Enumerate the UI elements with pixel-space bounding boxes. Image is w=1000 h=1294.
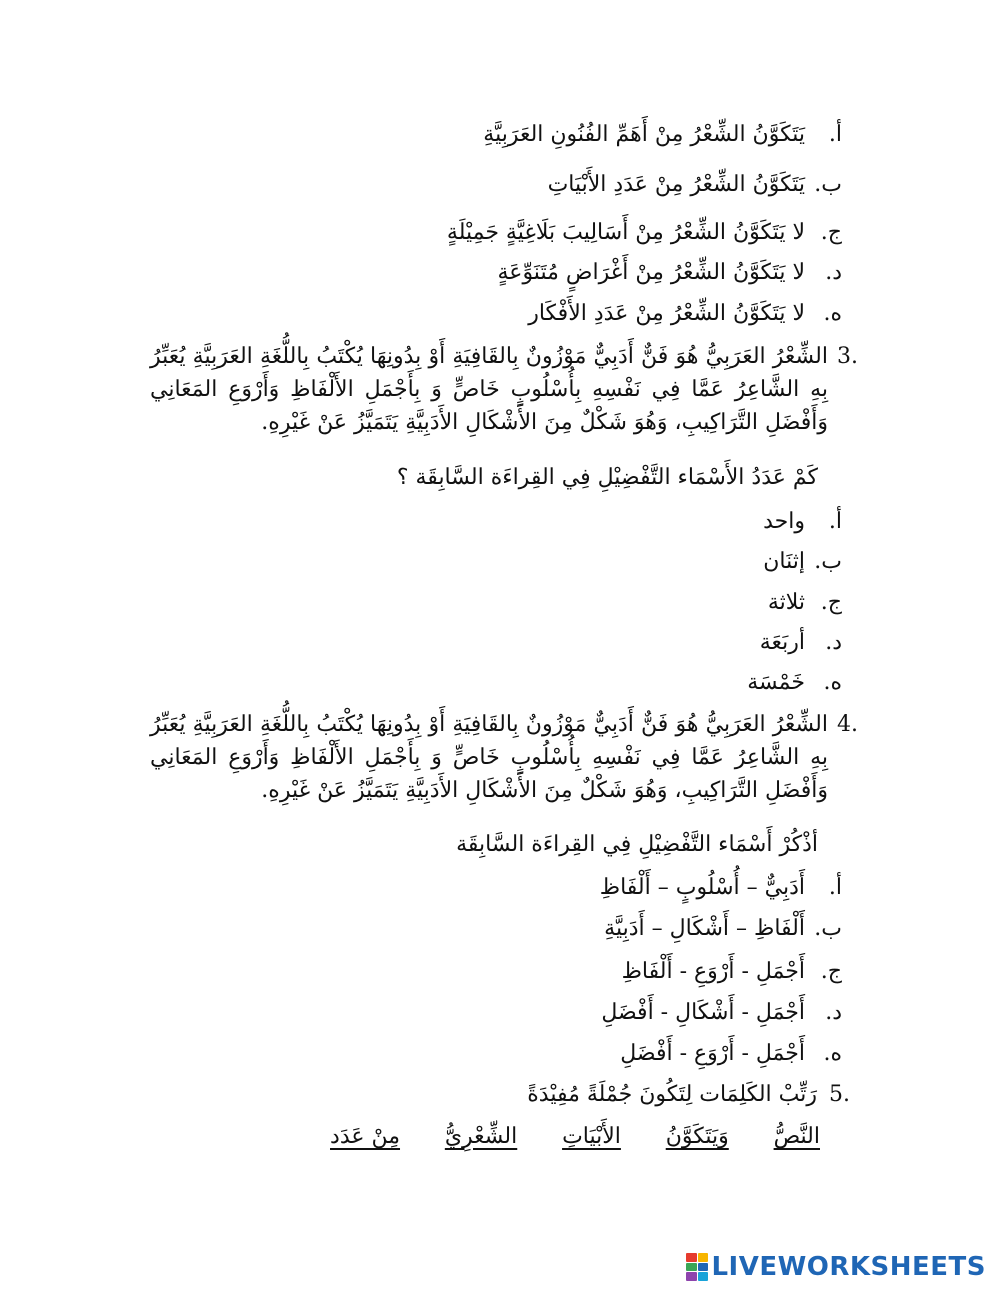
q3-option-c[interactable] <box>768 588 842 618</box>
q4-option-a[interactable] <box>600 873 842 903</box>
passage-text: الشِّعْرُ العَرَبِيُّ هُوَ فَنٌّ أَدَبِيٌّ مَوْزُونٌ بِالقَافِيَةِ أَوْ بِدُونِهَا يُكْتَبُ بِاللُّغَةِ العَرَبِيَّةِ يُعَبِّرُ بِهِ الشَّاعِرُ عَمَّا فِي نَفْسِهِ بِأُسْلُوبٍ خَاصٍّ وَ بِأَجْمَلِ الأَلْفَاظِ وَأَرْوَعِ المَعَانِي وَأَفْضَلِ التَّرَاكِيبِ، وَهُوَ شَكْلٌ مِنَ الأَشْكَالِ الأَدَبِيَّةِ يَتَمَيَّزُ عَنْ غَيْرِهِ. <box>150 712 828 803</box>
q3-option-b[interactable] <box>763 547 842 577</box>
question-4-prompt: أذْكُرْ أَسْمَاء التَّفْضِيْلِ فِي القِراءَة السَّابِقَة <box>456 832 818 857</box>
option-letter: أ. <box>828 875 842 900</box>
logo-block <box>698 1263 709 1272</box>
q4-option-c[interactable] <box>622 957 842 987</box>
option-letter: ب. <box>814 549 842 574</box>
option-letter: ه. <box>823 1041 842 1066</box>
option-text: أربَعَة <box>759 630 805 655</box>
q3-option-d[interactable] <box>760 628 842 658</box>
option-text: لا يَتَكَوَّنُ الشِّعْرُ مِنْ أَسَالِيبَ بَلَاغِيَّةٍ جَمِيْلَةٍ <box>446 220 805 245</box>
question-3-prompt: كَمْ عَدَدُ الأَسْمَاء التَّفْضِيْلِ فِي القِراءَة السَّابِقَة ؟ <box>396 465 818 490</box>
logo-block <box>686 1263 697 1272</box>
option-text: خَمْسَة <box>747 670 805 695</box>
word-item[interactable]: مِنْ عَدَد <box>330 1124 401 1149</box>
option-letter: د. <box>825 1000 842 1025</box>
option-text: إثنَان <box>763 549 805 574</box>
logo-block <box>698 1253 709 1262</box>
q4-option-e[interactable] <box>620 1039 842 1069</box>
word-item[interactable]: الأَبْيَاتِ <box>562 1124 621 1149</box>
q3-option-a[interactable] <box>763 507 842 537</box>
q4-option-d[interactable] <box>601 998 842 1028</box>
option-c-top <box>447 218 842 248</box>
option-text: أَجْمَلِ - أَرْوَعِ - أَلْفَاظِ <box>621 959 805 984</box>
option-text: واحد <box>763 509 805 534</box>
option-letter: ج. <box>820 220 842 245</box>
question-4-passage <box>150 708 858 807</box>
option-letter: ه. <box>823 670 842 695</box>
brand-name: LIVEWORKSHEETS <box>711 1252 986 1282</box>
logo-block <box>686 1272 697 1281</box>
option-text: أَدَبِيٌّ – أُسْلُوبٍ – أَلْفَاظِ <box>599 875 805 900</box>
question-5 <box>527 1080 850 1110</box>
option-text: أَجْمَلِ - أَرْوَعِ - أَفْضَلِ <box>620 1041 805 1066</box>
option-text: لا يَتَكَوَّنُ الشِّعْرُ مِنْ أَغْرَاضٍ مُتَنَوِّعَةٍ <box>497 260 805 285</box>
word-item[interactable]: وَيَتَكَوَّنُ <box>665 1124 729 1149</box>
liveworksheets-logo <box>686 1252 986 1282</box>
option-letter: أ. <box>828 509 842 534</box>
option-letter: د. <box>825 260 842 285</box>
option-text: يَتَكَوَّنُ الشِّعْرُ مِنْ عَدَدِ الأَبْيَاتِ <box>547 172 805 197</box>
option-letter: ج. <box>820 590 842 615</box>
option-b-top <box>548 170 842 200</box>
option-letter: ج. <box>820 959 842 984</box>
logo-blocks-icon <box>686 1253 708 1281</box>
option-text: أَجْمَلِ - أَشْكَالِ - أَفْضَلِ <box>601 1000 805 1025</box>
option-text: ثلاثة <box>767 590 805 615</box>
passage-text: الشِّعْرُ العَرَبِيُّ هُوَ فَنٌّ أَدَبِيٌّ مَوْزُونٌ بِالقَافِيَةِ أَوْ بِدُونِهَا يُكْتَبُ بِاللُّغَةِ العَرَبِيَّةِ يُعَبِّرُ بِهِ الشَّاعِرُ عَمَّا فِي نَفْسِهِ بِأُسْلُوبٍ خَاصٍّ وَ بِأَجْمَلِ الأَلْفَاظِ وَأَرْوَعِ المَعَانِي وَأَفْضَلِ التَّرَاكِيبِ، وَهُوَ شَكْلٌ مِنَ الأَشْكَالِ الأَدَبِيَّةِ يَتَمَيَّزُ عَنْ غَيْرِهِ. <box>150 344 828 435</box>
q3-option-e[interactable] <box>747 668 842 698</box>
option-letter: أ. <box>828 122 842 147</box>
question-3-passage <box>150 340 858 439</box>
q4-option-b[interactable] <box>604 914 842 944</box>
word-item[interactable]: الشِّعْرِيُّ <box>444 1124 518 1149</box>
word-bank <box>330 1122 820 1152</box>
logo-block <box>686 1253 697 1262</box>
option-letter: ب. <box>814 172 842 197</box>
option-letter: د. <box>825 630 842 655</box>
question-number: 4. <box>837 712 858 737</box>
option-d-top <box>498 258 842 288</box>
option-text: أَلْفَاظِ – أَشْكَالِ – أَدَبِيَّةِ <box>604 916 805 941</box>
question-number: 5. <box>829 1082 850 1107</box>
option-text: لا يَتَكَوَّنُ الشِّعْرُ مِنْ عَدَدِ الأَفْكَار <box>528 301 805 326</box>
question-5-prompt: رَتِّبْ الكَلِمَات لِتَكُونَ جُمْلَةً مُفِيْدَةً <box>527 1082 817 1107</box>
logo-block <box>698 1272 709 1281</box>
option-e-top <box>528 299 842 329</box>
question-number: 3. <box>837 344 858 369</box>
option-text: يَتَكَوَّنُ الشِّعْرُ مِنْ أَهَمِّ الفُنُونِ العَرَبِيَّةِ <box>483 122 805 147</box>
option-a-top <box>483 120 842 150</box>
option-letter: ب. <box>814 916 842 941</box>
option-letter: ه. <box>823 301 842 326</box>
word-item[interactable]: النَّصُّ <box>773 1124 820 1149</box>
